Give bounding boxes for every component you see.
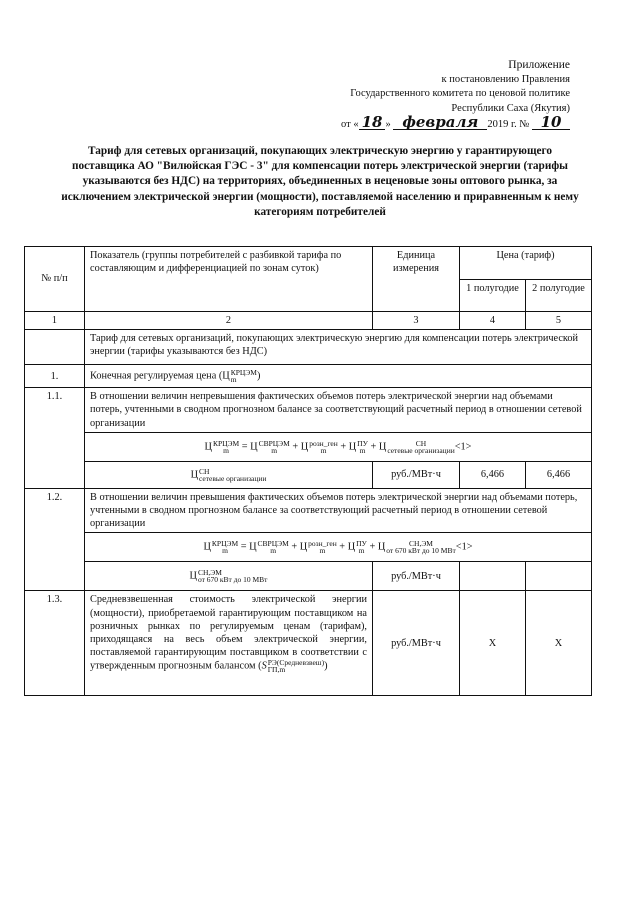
appendix-line: Государственного комитета по ценовой политике — [350, 88, 570, 99]
formula-row — [25, 432, 592, 461]
row-description: Средневзвешенная стоимость электрической энергии (мощности), приобретаемой гарантирующим поставщиком на розничных рынках по регулируемым ценам (тарифам), приходящаяся на весь объем электрической энергии, поставляемой гарантирующим поставщиком в соответствии с утвержденным прогнозным балансом (S РЭ(Средневзвеш) ГП,m ) — [85, 591, 373, 696]
unit-cell: руб./МВт·ч — [373, 591, 460, 696]
value-h1: X — [460, 591, 526, 696]
colnum: 1 — [25, 312, 85, 330]
row-description: В отношении величин непревышения фактических объемов потерь электрической энергии над объемами потерь, учтенными в сводном прогнозном балансе за соответствующий расчетный период в отношении сетевой организации — [85, 388, 592, 433]
header-unit: Единица измерения — [373, 247, 460, 312]
doc-number: 10 — [532, 116, 570, 130]
colnum: 5 — [526, 312, 592, 330]
row-num: 1.2. — [25, 488, 85, 591]
variable: Ц СН сетевые организации — [85, 461, 373, 488]
table-row — [25, 591, 592, 696]
row-num: 1.1. — [25, 388, 85, 489]
colnum: 3 — [373, 312, 460, 330]
formula: Ц КРЦЭМ m = Ц СВРЦЭМ m + Ц розн_ген m + Ц ПУ m + Ц СН сетевые организации <1> — [85, 432, 592, 461]
table-row — [25, 365, 592, 388]
row-label: Конечная регулируемая цена (Ц КРЦЭМ m ) — [85, 365, 592, 388]
date-month: февраля — [393, 116, 487, 130]
appendix-block — [341, 58, 570, 133]
header-half-2: 2 полугодие — [526, 279, 592, 312]
value-h1 — [460, 562, 526, 591]
table-row — [25, 388, 592, 433]
section-row — [25, 330, 592, 365]
value-h2: 6,466 — [526, 461, 592, 488]
value-h1: 6,466 — [460, 461, 526, 488]
row-num: 1. — [25, 365, 85, 388]
value-row — [25, 461, 592, 488]
colnum: 2 — [85, 312, 373, 330]
value-row — [25, 562, 592, 591]
tariff-table — [24, 246, 592, 696]
appendix-date-line: от « 18 » февраля 2019 г. № 10 — [341, 116, 570, 133]
table-header-row — [25, 247, 592, 280]
variable: Ц СН,ЭМ от 670 кВт до 10 МВт — [85, 562, 373, 591]
document-title: Тариф для сетевых организаций, покупающих электрическую энергию у гарантирующего поставщика АО "Вилюйская ГЭС - 3" для компенсации потерь электрической энергии (тарифы указываются без НДС) на территориях, объединенных в неценовые зоны оптового рынка, за исключением электрической энергии (мощности), поставляемой населению и приравненным к нему категориям потребителей — [61, 145, 579, 218]
header-indicator: Показатель (группы потребителей с разбивкой тарифа по составляющим и дифференциацией по зонам суток) — [85, 247, 373, 312]
value-h2: X — [526, 591, 592, 696]
colnum: 4 — [460, 312, 526, 330]
unit-cell: руб./МВт·ч — [373, 461, 460, 488]
header-half-1: 1 полугодие — [460, 279, 526, 312]
header-num: № п/п — [25, 247, 85, 312]
date-day: 18 — [359, 116, 386, 130]
value-h2 — [526, 562, 592, 591]
row-description: В отношении величин превышения фактических объемов потерь электрической энергии над объемами потерь, учтенными в сводном прогнозном балансе за соответствующий расчетный период в отношении сетевой организации — [85, 488, 592, 533]
formula-row — [25, 533, 592, 562]
unit-cell: руб./МВт·ч — [373, 562, 460, 591]
section-title: Тариф для сетевых организаций, покупающих электрическую энергию для компенсации потерь электрической энергии (тарифы указываются без НДС) — [85, 330, 592, 365]
formula: Ц КРЦЭМ m = Ц СВРЦЭМ m + Ц розн_ген m + Ц ПУ m + Ц СН,ЭМ от 670 кВт до 10 МВт <1> — [85, 533, 592, 562]
appendix-line: к постановлению Правления — [441, 73, 570, 85]
header-price: Цена (тариф) — [460, 247, 592, 280]
appendix-title: Приложение — [508, 59, 570, 71]
column-number-row — [25, 312, 592, 330]
table-row — [25, 488, 592, 533]
appendix-line: Республики Саха (Якутия) — [451, 102, 570, 114]
row-num: 1.3. — [25, 591, 85, 696]
